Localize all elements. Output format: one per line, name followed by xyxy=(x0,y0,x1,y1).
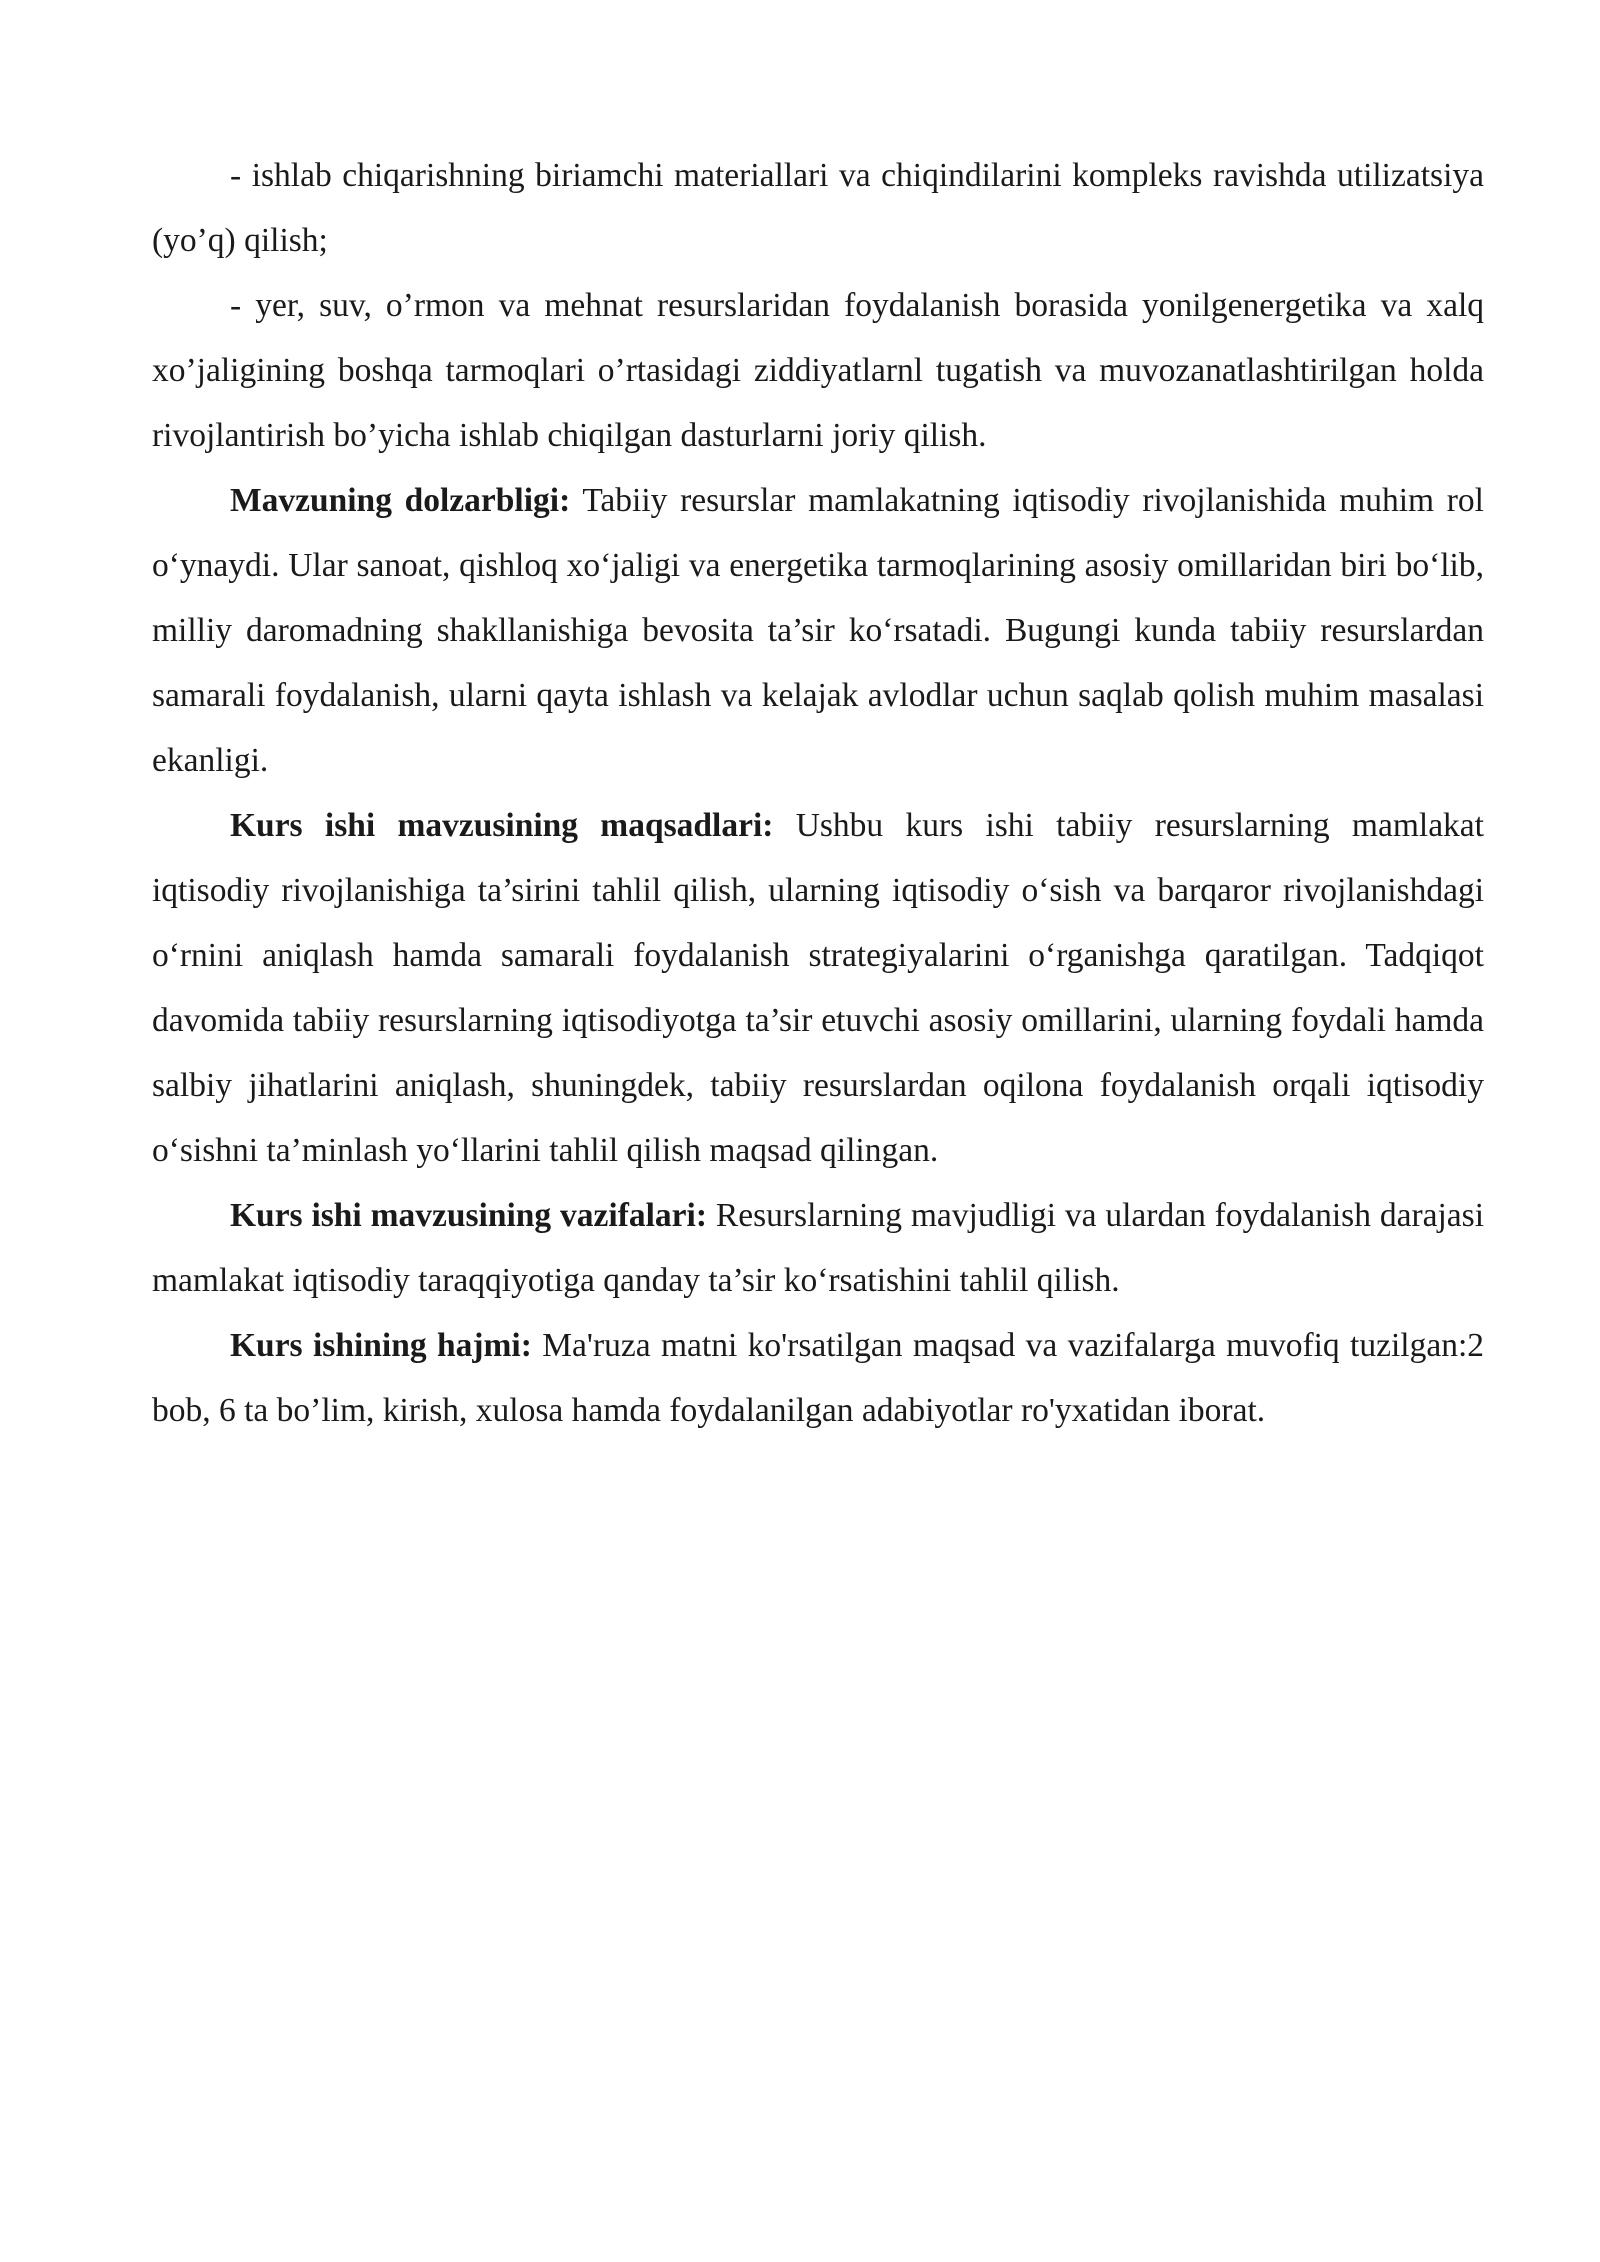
paragraph-text: Resurslarning mavjudligi va ulardan foydalanish darajasi mamlakat iqtisodiy taraqqiyotiga qanday ta’sir ko‘rsatishini tahlil qilish. xyxy=(152,1197,1485,1299)
paragraph-text: - ishlab chiqarishning biriamchi materiallari va chiqindilarini kompleks ravishda utilizatsiya (yo’q) qilish; xyxy=(152,157,1484,259)
paragraph-heading: Mavzuning dolzarbligi: xyxy=(230,482,571,519)
paragraph-text: Ushbu kurs ishi tabiiy resurslarning mamlakat iqtisodiy rivojlanishiga ta’sirini tahlil qilish, ularning iqtisodiy o‘sish va barqaror rivojlanishdagi o‘rnini aniqlash hamda samarali foydalanish strategiyalarini o‘rganishga qaratilgan. Tadqiqot davomida tabiiy resurslarning iqtisodiyotga ta’sir etuvchi asosiy omillarini, ularning foydali hamda salbiy jihatlarini aniqlash, shuningdek, tabiiy resurslardan oqilona foydalanish orqali iqtisodiy o‘sishni ta’minlash yo‘llarini tahlil qilish maqsad qilingan. xyxy=(152,807,1484,1169)
paragraph-heading: Kurs ishining hajmi: xyxy=(230,1327,532,1364)
paragraph-goals xyxy=(152,793,1484,1183)
document-page xyxy=(152,143,1484,1443)
paragraph-heading: Kurs ishi mavzusining vazifalari: xyxy=(230,1197,708,1234)
paragraph-relevance xyxy=(152,468,1484,793)
paragraph-text: Ma'ruza matni ko'rsatilgan maqsad va vazifalarga muvofiq tuzilgan:2 bob, 6 ta bo’lim, kirish, xulosa hamda foydalanilgan adabiyotlar ro'yxatidan iborat. xyxy=(152,1327,1485,1429)
paragraph-2 xyxy=(152,273,1484,468)
paragraph-text: Tabiiy resurslar mamlakatning iqtisodiy rivojlanishida muhim rol o‘ynaydi. Ular sanoat, qishloq xo‘jaligi va energetika tarmoqlarining asosiy omillaridan biri bo‘lib, milliy daromadning shakllanishiga bevosita ta’sir ko‘rsatadi. Bugungi kunda tabiiy resurslardan samarali foydalanish, ularni qayta ishlash va kelajak avlodlar uchun saqlab qolish muhim masalasi ekanligi. xyxy=(152,482,1484,779)
paragraph-volume xyxy=(152,1313,1484,1443)
paragraph-1 xyxy=(152,143,1484,273)
paragraph-tasks xyxy=(152,1183,1484,1313)
paragraph-text: - yer, suv, o’rmon va mehnat resurslaridan foydalanish borasida yonilgenergetika va xalq xo’jaligining boshqa tarmoqlari o’rtasidagi ziddiyatlarnl tugatish va muvozanatlashtirilgan holda rivojlantirish bo’yicha ishlab chiqilgan dasturlarni joriy qilish. xyxy=(152,287,1484,454)
paragraph-heading: Kurs ishi mavzusining maqsadlari: xyxy=(230,807,774,844)
